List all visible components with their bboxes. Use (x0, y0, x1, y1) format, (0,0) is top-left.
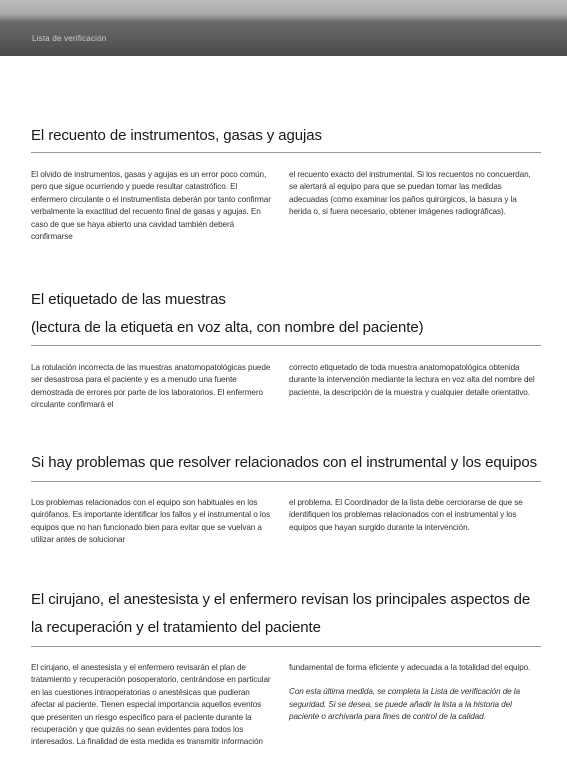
section-etiquetado-left-column (31, 362, 271, 412)
paragraph: Los problemas relacionados con el equipo son habituales en los quirófanos. Es importante identificar los fallos y el instrumental o los equipos que no han funcionado bien para evitar que se vuelvan a utilizar antes de solucionar (31, 498, 270, 545)
closing-note: Con esta última medida, se completa la Lista de verificación de la seguridad. Si se desea, se puede añadir la lista a la historia del paciente o archivarla para fines de control de la calidad. (289, 687, 520, 722)
section-recuperacion-left-column (31, 662, 271, 749)
section-title-etiquetado-line1: El etiquetado de las muestras (31, 291, 226, 308)
paragraph: fundamental de forma eficiente y adecuada a la totalidad del equipo. (289, 663, 531, 672)
paragraph: el problema. El Coordinador de la lista debe cerciorarse de que se identifiquen los problemas relacionados con el instrumental y los equipos que hayan surgido durante la intervención. (289, 498, 523, 532)
paragraph: La rotulación incorrecta de las muestras anatomopatológicas puede ser desastrosa para el paciente y es a menudo una fuente demostrada de errores por parte de los laboratorios. El enfermero circulante confirmará el (31, 363, 271, 410)
section-recuento-left-column (31, 169, 271, 243)
section-divider (31, 152, 541, 153)
running-title: Lista de verificación (32, 34, 107, 43)
section-divider (31, 481, 541, 482)
section-problemas-left-column (31, 497, 271, 547)
paragraph: correcto etiquetado de toda muestra anatomopatológica obtenida durante la intervención mediante la lectura en voz alta del nombre del paciente, la descripción de la muestra y cualquier detalle orientativo. (289, 363, 535, 397)
section-divider (31, 646, 541, 647)
page-header-band (0, 0, 567, 56)
paragraph: El cirujano, el anestesista y el enfermero revisarán el plan de tratamiento y recuperación posoperatorio, centrándose en particular en las cuestiones intraoperatorias o anestésicas que pudieran afectar al paciente. Tienen especial importancia aquellos eventos que presenten un riesgo específico para el paciente durante la recuperación y que quizás no sean evidentes para todos los interesados. La finalidad de esta medida es transmitir información (31, 663, 271, 747)
section-title-etiquetado-line2: (lectura de la etiqueta en voz alta, con nombre del paciente) (31, 319, 424, 336)
section-problemas-right-column (289, 497, 541, 534)
section-recuperacion-right-column (289, 662, 541, 724)
section-etiquetado-right-column (289, 362, 541, 399)
section-title-problemas: Si hay problemas que resolver relacionados con el instrumental y los equipos (31, 454, 538, 471)
section-recuento-right-column (289, 169, 541, 219)
section-divider (31, 345, 541, 346)
section-title-recuento: El recuento de instrumentos, gasas y agujas (31, 127, 322, 144)
paragraph: El olvido de instrumentos, gasas y agujas es un error poco común, pero que sigue ocurriendo y puede resultar catastrófico. El enfermero circulante o el instrumentista deberán por tanto confirmar verbalmente la exactitud del recuento final de gasas y agujas. En caso de que se haya abierto una cavidad también deberá confirmarse (31, 170, 271, 242)
paragraph: el recuento exacto del instrumental. Si los recuentos no concuerdan, se alertará al equipo para que se puedan tomar las medidas adecuadas (como examinar los paños quirúrgicos, la basura y la herida o, si fuera necesario, obtener imágenes radiográficas). (289, 170, 531, 217)
section-title-recuperacion-line2: la recuperación y el tratamiento del paciente (31, 619, 321, 636)
section-title-recuperacion-line1: El cirujano, el anestesista y el enfermero revisan los principales aspectos de (31, 591, 531, 608)
